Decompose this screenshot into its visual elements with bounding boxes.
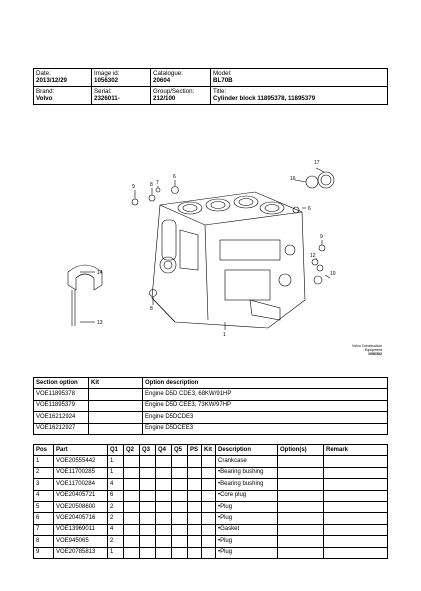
- part-q4: [156, 479, 172, 490]
- group-section-label: Group/Section:: [153, 87, 195, 95]
- option-description: Engine D5D CDE3, 68KW/91HP: [143, 389, 388, 400]
- part-remark: [324, 501, 388, 512]
- part-q3: [140, 501, 156, 512]
- part-part: VOE20785813: [54, 547, 108, 558]
- part-q4: [156, 456, 172, 467]
- option-kit: [89, 400, 143, 411]
- part-q5: [172, 456, 188, 467]
- part-row: [34, 490, 388, 501]
- part-q3: [140, 490, 156, 501]
- part-q1: 6: [108, 490, 124, 501]
- title-cell: [211, 86, 388, 104]
- part-ps: [188, 501, 202, 512]
- cylinder-block-drawing: [40, 150, 375, 370]
- document-header-table: [33, 68, 388, 105]
- caption-image-id: 1056302: [368, 352, 382, 357]
- part-kit: [202, 479, 216, 490]
- part-options: [278, 524, 324, 535]
- part-options: [278, 456, 324, 467]
- part-options: [278, 501, 324, 512]
- image-id-label: Image id:: [94, 70, 120, 77]
- part-description: •Plug: [216, 547, 278, 558]
- part-q2: [124, 479, 140, 490]
- part-q5: [172, 490, 188, 501]
- part-q4: [156, 490, 172, 501]
- option-description: Engine D5DCEE3: [143, 423, 388, 434]
- callout-7: 7: [156, 180, 159, 186]
- part-options: [278, 513, 324, 524]
- part-part: VOE945065: [54, 536, 108, 547]
- part-part: VOE20405721: [54, 490, 108, 501]
- part-q3: [140, 536, 156, 547]
- part-q2: [124, 513, 140, 524]
- part-pos: 5: [34, 501, 54, 512]
- part-remark: [324, 456, 388, 467]
- part-q2: [124, 547, 140, 558]
- part-description: •Gasket: [216, 524, 278, 535]
- part-remark: [324, 524, 388, 535]
- image-id-cell: [92, 69, 151, 87]
- catalogue-label: Catalogue:: [153, 70, 183, 77]
- part-kit: [202, 456, 216, 467]
- part-q2: [124, 456, 140, 467]
- section-options-table: [33, 377, 388, 435]
- callout-12: 12: [310, 253, 316, 259]
- part-part: VOE11700284: [54, 479, 108, 490]
- part-kit: [202, 513, 216, 524]
- date-value: 2013/12/29: [36, 77, 67, 85]
- part-q5: [172, 524, 188, 535]
- part-q3: [140, 456, 156, 467]
- caption-line2: Equipment: [364, 348, 382, 353]
- col-option-description: Option description: [143, 378, 388, 389]
- col-q4: Q4: [156, 445, 172, 456]
- callout-6b: 6: [308, 206, 311, 212]
- option-kit: [89, 389, 143, 400]
- date-cell: [34, 69, 92, 87]
- callout-16: 16: [290, 176, 296, 182]
- callout-10: 10: [330, 271, 336, 277]
- col-q1: Q1: [108, 445, 124, 456]
- serial-label: Serial:: [94, 87, 112, 95]
- part-q1: 2: [108, 513, 124, 524]
- option-row: [34, 400, 388, 411]
- part-options: [278, 536, 324, 547]
- part-row: [34, 456, 388, 467]
- option-row: [34, 412, 388, 423]
- part-q2: [124, 524, 140, 535]
- part-q2: [124, 501, 140, 512]
- part-row: [34, 536, 388, 547]
- part-q2: [124, 490, 140, 501]
- option-code: VOE16212924: [34, 412, 89, 423]
- part-q1: 2: [108, 536, 124, 547]
- part-q1: 4: [108, 479, 124, 490]
- callout-13: 13: [97, 320, 103, 326]
- part-q1: 1: [108, 547, 124, 558]
- option-row: [34, 389, 388, 400]
- part-q3: [140, 547, 156, 558]
- part-q1: 2: [108, 501, 124, 512]
- model-label: Model:: [213, 70, 232, 77]
- part-part: VOE20508600: [54, 501, 108, 512]
- callout-8: 8: [150, 182, 153, 188]
- part-options: [278, 547, 324, 558]
- catalogue-value: 20604: [153, 77, 171, 85]
- part-pos: 3: [34, 479, 54, 490]
- col-q5: Q5: [172, 445, 188, 456]
- part-ps: [188, 490, 202, 501]
- part-q5: [172, 536, 188, 547]
- diagram-caption: [352, 344, 382, 357]
- part-options: [278, 479, 324, 490]
- part-row: [34, 467, 388, 478]
- callout-9b: 9: [320, 234, 323, 240]
- part-remark: [324, 479, 388, 490]
- part-ps: [188, 456, 202, 467]
- part-part: VOE20555442: [54, 456, 108, 467]
- model-value: BL70B: [213, 77, 233, 85]
- callout-6: 6: [173, 174, 176, 180]
- part-q2: [124, 467, 140, 478]
- part-row: [34, 501, 388, 512]
- part-options: [278, 467, 324, 478]
- date-label: Date:: [36, 70, 51, 77]
- col-options: Option(s): [278, 445, 324, 456]
- catalogue-cell: [151, 69, 211, 87]
- part-q1: 4: [108, 524, 124, 535]
- part-q3: [140, 513, 156, 524]
- part-q5: [172, 467, 188, 478]
- col-q3: Q3: [140, 445, 156, 456]
- parts-header-row: [34, 445, 388, 456]
- part-pos: 9: [34, 547, 54, 558]
- callout-17: 17: [314, 160, 320, 166]
- parts-body: [34, 456, 388, 559]
- brand-value: Volvo: [36, 95, 53, 103]
- part-options: [278, 490, 324, 501]
- part-part: VOE20405716: [54, 513, 108, 524]
- part-q5: [172, 547, 188, 558]
- part-pos: 6: [34, 513, 54, 524]
- brand-cell: [34, 86, 92, 104]
- part-pos: 4: [34, 490, 54, 501]
- part-part: VOE13969011: [54, 524, 108, 535]
- part-row: [34, 479, 388, 490]
- option-description: Engine D5DCDE3: [143, 412, 388, 423]
- model-cell: [211, 69, 388, 87]
- part-remark: [324, 536, 388, 547]
- part-remark: [324, 513, 388, 524]
- callout-1: 1: [223, 332, 226, 338]
- option-description: Engine D5D CEE3, 73KW/97HP: [143, 400, 388, 411]
- part-kit: [202, 467, 216, 478]
- title-value: Cylinder block 11895378, 11895379: [213, 95, 316, 103]
- part-description: •Bearing bushing: [216, 467, 278, 478]
- col-remark: Remark: [324, 445, 388, 456]
- option-code: VOE16212927: [34, 423, 89, 434]
- part-description: •Plug: [216, 513, 278, 524]
- option-row: [34, 423, 388, 434]
- part-kit: [202, 490, 216, 501]
- option-kit: [89, 412, 143, 423]
- part-kit: [202, 547, 216, 558]
- option-code: VOE11895378: [34, 389, 89, 400]
- part-remark: [324, 490, 388, 501]
- part-description: Crankcase: [216, 456, 278, 467]
- part-q4: [156, 547, 172, 558]
- part-ps: [188, 513, 202, 524]
- col-part: Part: [54, 445, 108, 456]
- part-row: [34, 513, 388, 524]
- option-kit: [89, 423, 143, 434]
- part-q1: 1: [108, 456, 124, 467]
- part-description: •Bearing bushing: [216, 479, 278, 490]
- part-kit: [202, 524, 216, 535]
- col-kit: Kit: [89, 378, 143, 389]
- callout-9: 9: [132, 184, 135, 190]
- image-id-value: 1056302: [94, 77, 119, 85]
- part-description: •Plug: [216, 501, 278, 512]
- title-label: Title:: [213, 87, 227, 95]
- part-kit: [202, 501, 216, 512]
- serial-value: 2326011-: [94, 95, 120, 103]
- part-q4: [156, 524, 172, 535]
- caption-line1: Volvo Construction: [352, 344, 382, 348]
- serial-cell: [92, 86, 151, 104]
- part-pos: 2: [34, 467, 54, 478]
- part-pos: 1: [34, 456, 54, 467]
- part-description: •Core plug: [216, 490, 278, 501]
- brand-label: Brand:: [36, 87, 55, 95]
- part-pos: 8: [34, 536, 54, 547]
- parts-list-table: [33, 444, 388, 559]
- part-callout-labels: [97, 160, 336, 338]
- part-q1: 1: [108, 467, 124, 478]
- part-description: •Plug: [216, 536, 278, 547]
- col-ps: PS: [188, 445, 202, 456]
- part-ps: [188, 547, 202, 558]
- part-q5: [172, 513, 188, 524]
- col-section-option: Section option: [34, 378, 89, 389]
- part-q4: [156, 536, 172, 547]
- part-row: [34, 524, 388, 535]
- part-q5: [172, 501, 188, 512]
- part-remark: [324, 547, 388, 558]
- option-code: VOE11895379: [34, 400, 89, 411]
- part-remark: [324, 467, 388, 478]
- part-q2: [124, 536, 140, 547]
- callout-14: 14: [97, 270, 103, 276]
- group-section-cell: [151, 86, 211, 104]
- part-ps: [188, 479, 202, 490]
- col-description: Description: [216, 445, 278, 456]
- col-kit: Kit: [202, 445, 216, 456]
- part-pos: 7: [34, 524, 54, 535]
- part-q4: [156, 513, 172, 524]
- part-ps: [188, 524, 202, 535]
- col-q2: Q2: [124, 445, 140, 456]
- part-q3: [140, 524, 156, 535]
- options-header-row: [34, 378, 388, 389]
- part-ps: [188, 536, 202, 547]
- part-q4: [156, 467, 172, 478]
- callout-8b: 8: [150, 306, 153, 312]
- part-part: VOE11700285: [54, 467, 108, 478]
- exploded-parts-diagram: [40, 150, 375, 370]
- part-q3: [140, 467, 156, 478]
- part-q4: [156, 501, 172, 512]
- part-q5: [172, 479, 188, 490]
- col-pos: Pos: [34, 445, 54, 456]
- part-ps: [188, 467, 202, 478]
- part-row: [34, 547, 388, 558]
- part-kit: [202, 536, 216, 547]
- part-q3: [140, 479, 156, 490]
- group-section-value: 212/100: [153, 95, 176, 103]
